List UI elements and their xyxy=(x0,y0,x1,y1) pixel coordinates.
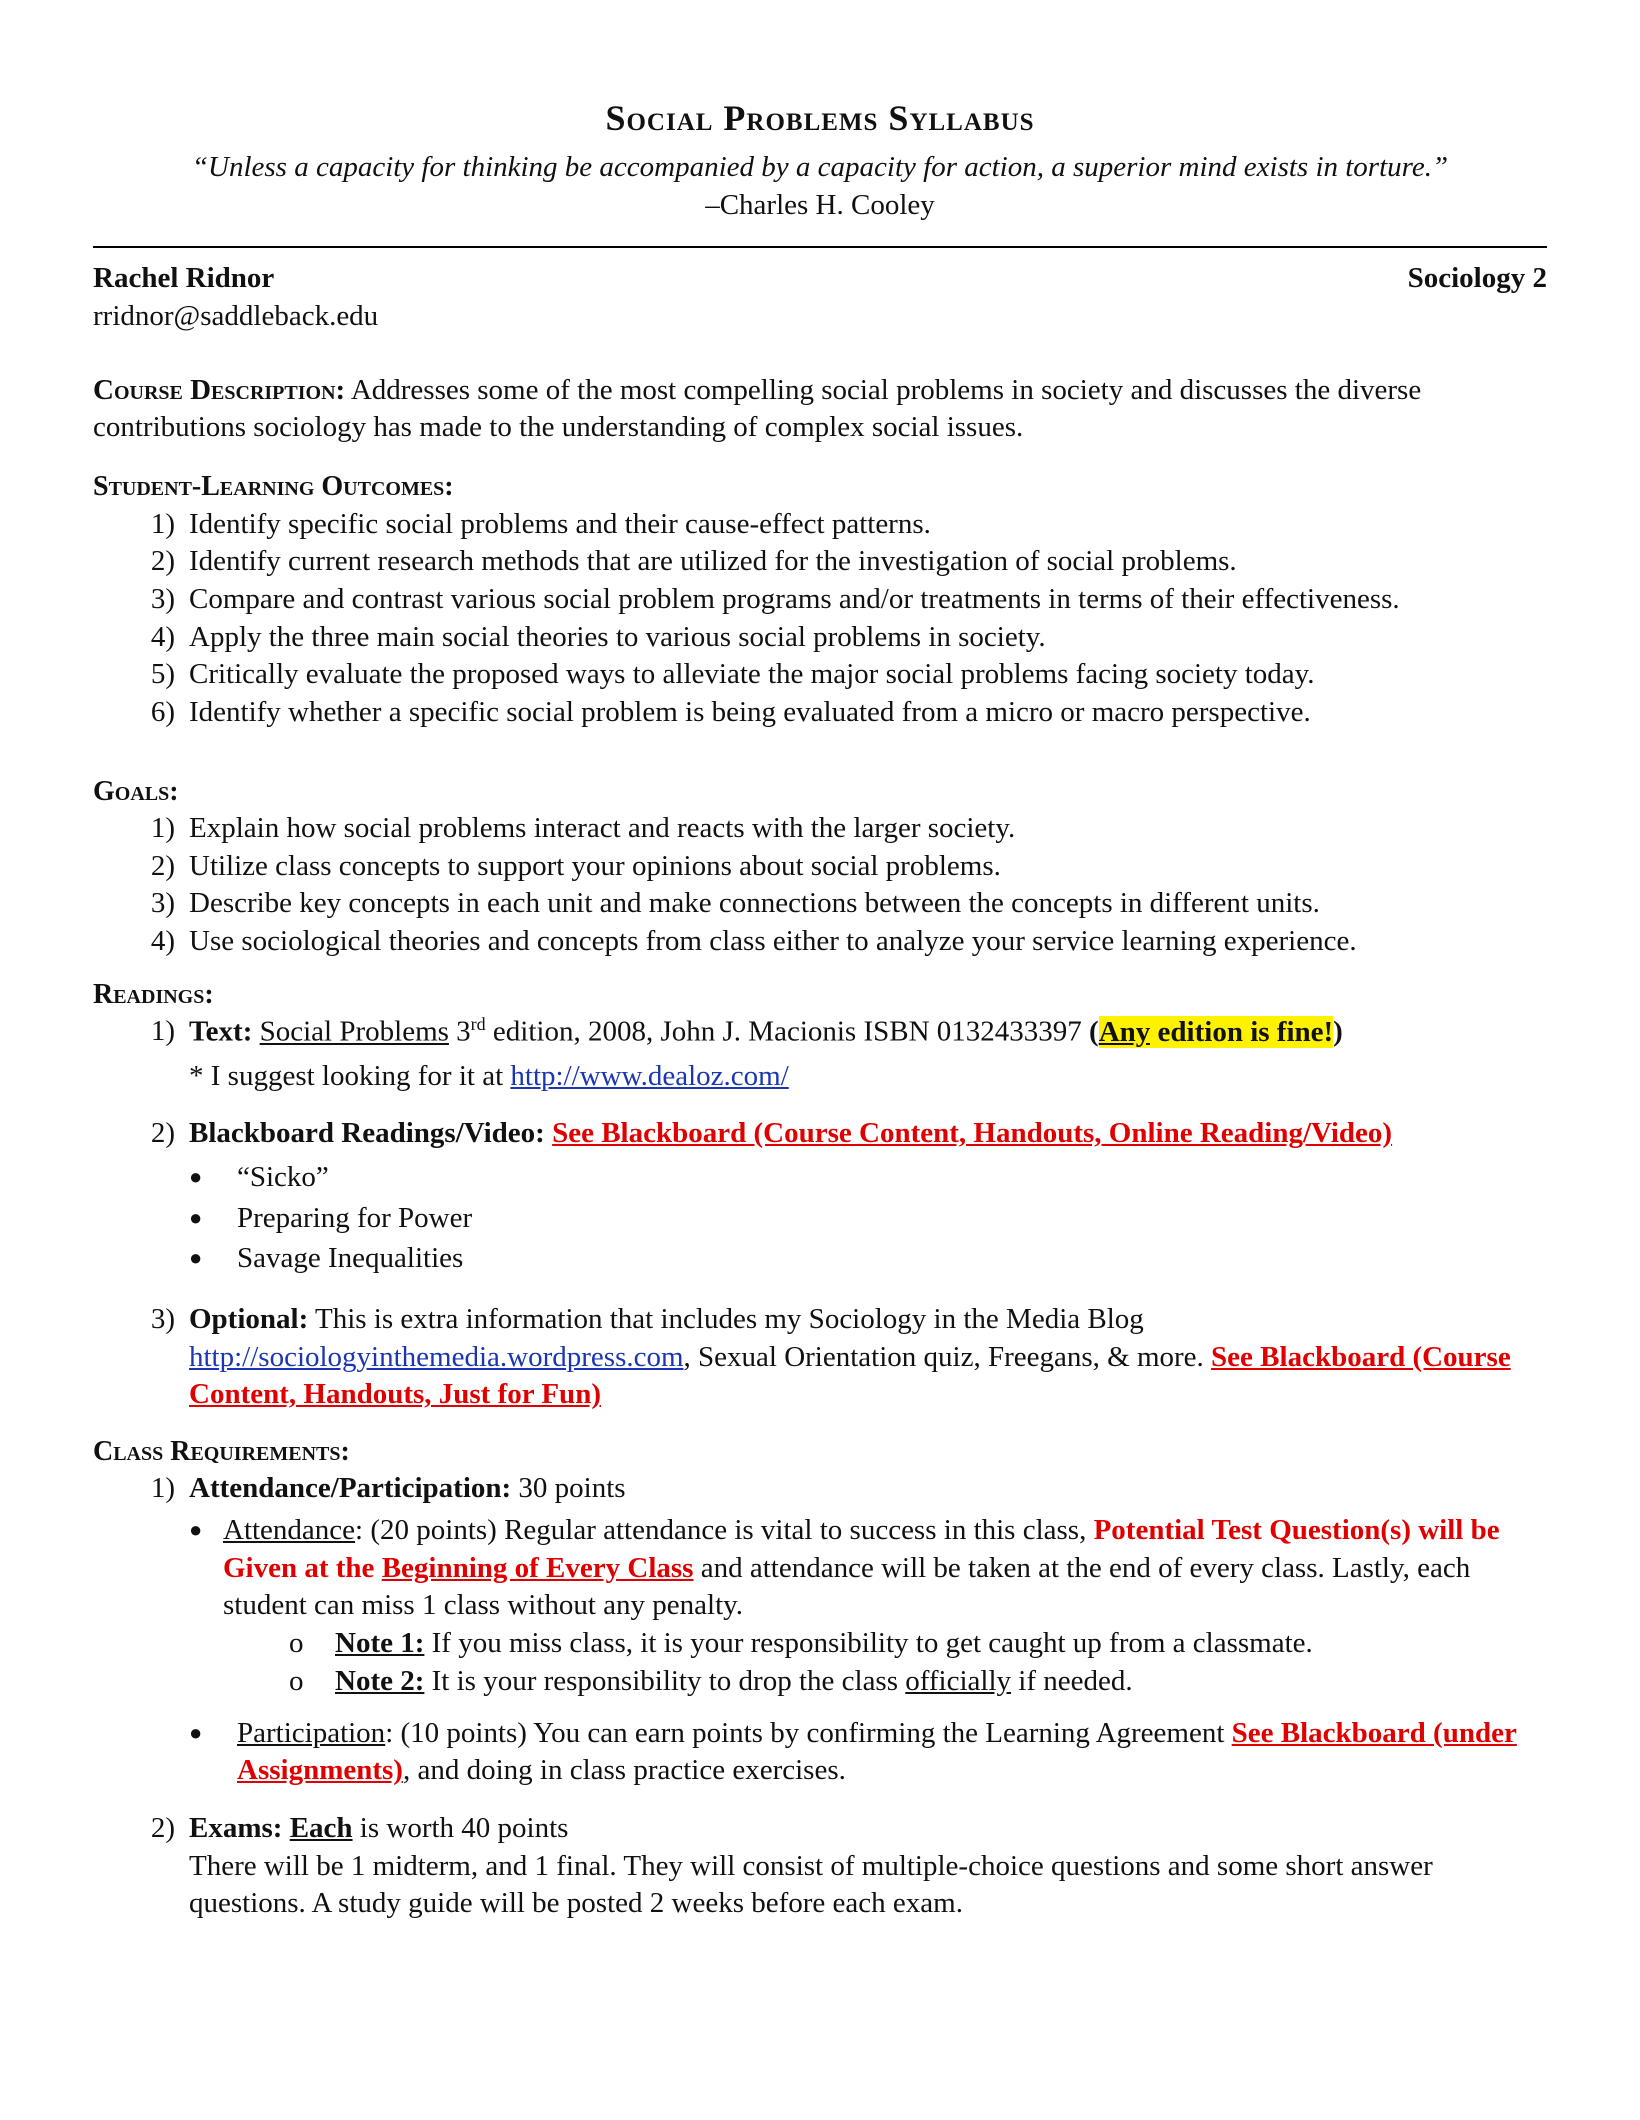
page-title: Social Problems Syllabus xyxy=(605,98,1035,138)
goals-heading: Goals: xyxy=(93,775,179,807)
dealoz-link[interactable]: http://www.dealoz.com/ xyxy=(510,1059,789,1092)
goals-list xyxy=(93,810,1547,961)
blackboard-fun-link[interactable]: See Blackboard (Course Content, Handouts, Just for Fun) xyxy=(189,1340,1511,1411)
epigraph-quote: “Unless a capacity for thinking be accompanied by a capacity for action, a superior mind exists in torture.” xyxy=(191,151,1449,183)
instructor-name: Rachel Ridnor xyxy=(93,262,275,295)
list-item: o Note 2: It is your responsibility to drop the class officially if needed. xyxy=(289,1664,1133,1697)
video-list xyxy=(189,1159,1547,1278)
readings-list xyxy=(93,1013,1547,1414)
list-item: 4) Use sociological theories and concepts from class either to analyze your service learning experience. xyxy=(150,925,1357,958)
attendance-bullet: ● Attendance: (20 points) Regular attendance is vital to success in this class, Potential Test Question(s) will be Given at the Beginning of Every Class and attendance will be taken at the end of every class. Lastly, each student can miss 1 class without any penalty. xyxy=(189,1514,1500,1622)
list-item: 1) Explain how social problems interact and reacts with the larger society. xyxy=(150,812,1016,845)
epigraph-attribution: –Charles H. Cooley xyxy=(705,188,935,221)
reading-optional-item: 3) Optional: This is extra information that includes my Sociology in the Media Blog http://sociologyinthemedia.wordpress.com, Sexual Orientation quiz, Freegans, & more. See Blackboard (Course Content, Handouts, Just for Fun) xyxy=(150,1302,1511,1411)
course-name: Sociology 2 xyxy=(1407,262,1547,295)
participation-bullet: ● Participation: (10 points) You can earn points by confirming the Learning Agreement See Blackboard (under Assignments), and doing in class practice exercises. xyxy=(189,1716,1517,1787)
list-item: 2) Identify current research methods that are utilized for the investigation of social problems. xyxy=(150,545,1237,578)
outcomes-list xyxy=(93,506,1547,732)
instructor-email: rridnor@saddleback.edu xyxy=(93,300,379,333)
list-item: 1) Identify specific social problems and their cause-effect patterns. xyxy=(150,507,931,540)
edition-note: Any xyxy=(1098,1015,1151,1048)
course-description-heading: Course Description: xyxy=(93,373,346,406)
blog-link[interactable]: http://sociologyinthemedia.wordpress.com xyxy=(189,1340,684,1373)
list-item: 5) Critically evaluate the proposed ways to alleviate the major social problems facing society today. xyxy=(150,658,1315,691)
header-divider xyxy=(93,246,1547,248)
exams-description: There will be 1 midterm, and 1 final. They will consist of multiple-choice questions and some short answer questions. A study guide will be posted 2 weeks before each exam. xyxy=(189,1849,1433,1920)
requirements-list xyxy=(93,1470,1547,1923)
blackboard-assignments-link[interactable]: See Blackboard (under Assignments) xyxy=(237,1716,1517,1787)
exams-item: 2) Exams: Each is worth 40 points There will be 1 midterm, and 1 final. They will consist of multiple-choice questions and some short answer questions. A study guide will be posted 2 weeks before each exam. xyxy=(93,1810,1547,1923)
course-description xyxy=(93,372,1547,447)
goals-section xyxy=(93,774,1547,961)
list-item: 3) Describe key concepts in each unit and make connections between the concepts in different units. xyxy=(150,887,1320,920)
readings-section xyxy=(93,977,1547,1414)
list-item: 2) Utilize class concepts to support your opinions about social problems. xyxy=(150,849,1001,882)
course-description-text: Addresses some of the most compelling social problems in society and discusses the diverse contributions sociology has made to the understanding of complex social issues. xyxy=(93,373,1422,444)
blackboard-readings-link[interactable]: See Blackboard (Course Content, Handouts, Online Reading/Video) xyxy=(552,1117,1393,1150)
instructor-row xyxy=(93,260,1547,298)
list-item: 6) Identify whether a specific social problem is being evaluated from a micro or macro perspective. xyxy=(150,695,1311,728)
list-item: ● “Sicko” xyxy=(189,1160,329,1193)
list-item: ● Preparing for Power xyxy=(189,1201,473,1234)
requirements-section xyxy=(93,1434,1547,1923)
textbook-title: Social Problems xyxy=(259,1015,449,1048)
readings-heading: Readings: xyxy=(93,978,214,1010)
list-item: ● Savage Inequalities xyxy=(189,1242,464,1275)
list-item: o Note 1: If you miss class, it is your responsibility to get caught up from a classmate. xyxy=(289,1627,1313,1660)
requirements-heading: Class Requirements: xyxy=(93,1436,350,1468)
reading-text-item: 1) Text: Social Problems 3rd edition, 2008, John J. Macionis ISBN 0132433397 (Any edition is fine!) * I suggest looking for it at http://www.dealoz.com/ xyxy=(150,1014,1343,1092)
outcomes-heading: Student-Learning Outcomes: xyxy=(93,471,454,503)
reading-blackboard-item: 2) Blackboard Readings/Video: See Blackboard (Course Content, Handouts, Online Reading/Video) ● “Sicko” ● Preparing for Power ● Savage Inequalities xyxy=(93,1115,1547,1281)
list-item: 3) Compare and contrast various social problem programs and/or treatments in terms of their effectiveness. xyxy=(150,582,1400,615)
outcomes-section xyxy=(93,469,1547,732)
attendance-item: 1) Attendance/Participation: 30 points ● Attendance: (20 points) Regular attendance is vital to success in this class, Potential Test Question(s) will be Given at the Beginning of Every Class and attendance will be taken at the end of every class. Lastly, each student can miss 1 class without any penalty. o Note 1: If you miss class, it is your responsibility to get caught up from a classmate. o Note 2: It is your responsibility to drop the class officially if needed. ● Participation: (10 points) You can earn points by confirming the Learning Agreement See Blackboard (under Assignments), and doing in class practice exercises. xyxy=(93,1470,1547,1790)
attendance-notes xyxy=(189,1625,1547,1700)
list-item: 4) Apply the three main social theories to various social problems in society. xyxy=(150,620,1046,653)
